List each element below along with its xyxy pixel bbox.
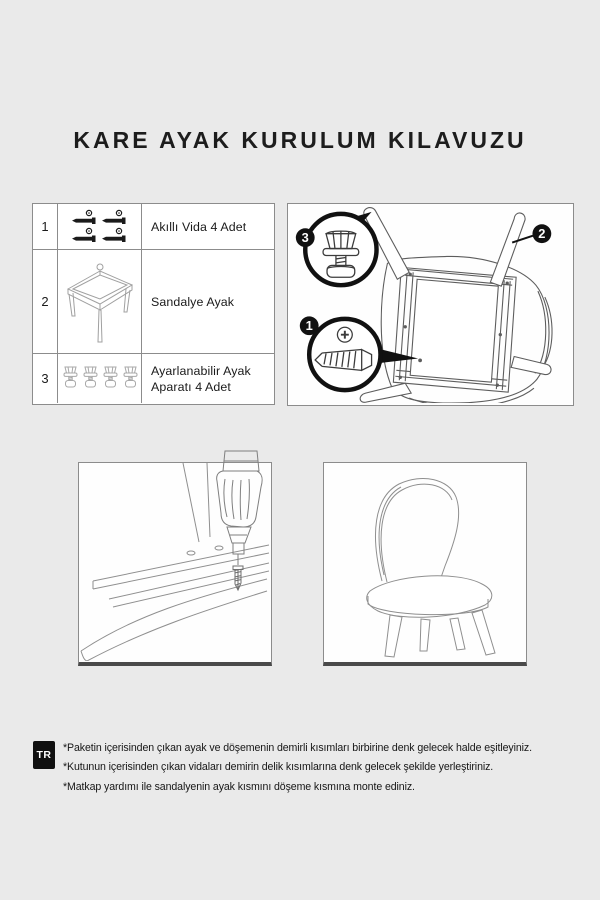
callout-2-number: 2 bbox=[538, 226, 546, 242]
callout-1-magnifier bbox=[309, 319, 418, 390]
callout-3-number: 3 bbox=[301, 230, 309, 246]
part-row-3-number: 3 bbox=[33, 354, 58, 403]
callout-1-number: 1 bbox=[305, 318, 313, 334]
smart-screws-icon bbox=[58, 204, 142, 250]
page-title: KARE AYAK KURULUM KILAVUZU bbox=[73, 127, 527, 153]
parts-table bbox=[32, 203, 275, 405]
language-badge: TR bbox=[33, 741, 55, 769]
drill-step-illustration bbox=[78, 462, 272, 666]
part-row-2-number: 2 bbox=[33, 250, 58, 354]
note-line-1: *Paketin içerisinden çıkan ayak ve döşemenin demirli kısımları birbirine denk gelecek halde eşitleyiniz. bbox=[63, 742, 532, 754]
part-row-2-label: Sandalye Ayak bbox=[142, 250, 274, 354]
note-line-3: *Matkap yardımı ile sandalyenin ayak kısmını döşeme kısmına monte ediniz. bbox=[63, 780, 415, 793]
part-row-1-label: Akıllı Vida 4 Adet bbox=[142, 204, 274, 250]
part-row-3-label: Ayarlanabilir Ayak Aparatı 4 Adet bbox=[151, 363, 251, 394]
part-row-1-number: 1 bbox=[33, 204, 58, 250]
chair-leg-frame-icon bbox=[58, 250, 142, 354]
chair-underside-diagram bbox=[287, 203, 574, 406]
assembled-chair-illustration bbox=[323, 462, 527, 666]
adjustable-feet-icon bbox=[58, 354, 142, 403]
assembly-notes bbox=[63, 739, 593, 797]
callout-3-magnifier bbox=[305, 212, 376, 285]
note-line-2: *Kutunun içerisinden çıkan vidaları demirin delik kısımlarına denk gelecek şekilde yerleştiriniz. bbox=[63, 761, 494, 774]
